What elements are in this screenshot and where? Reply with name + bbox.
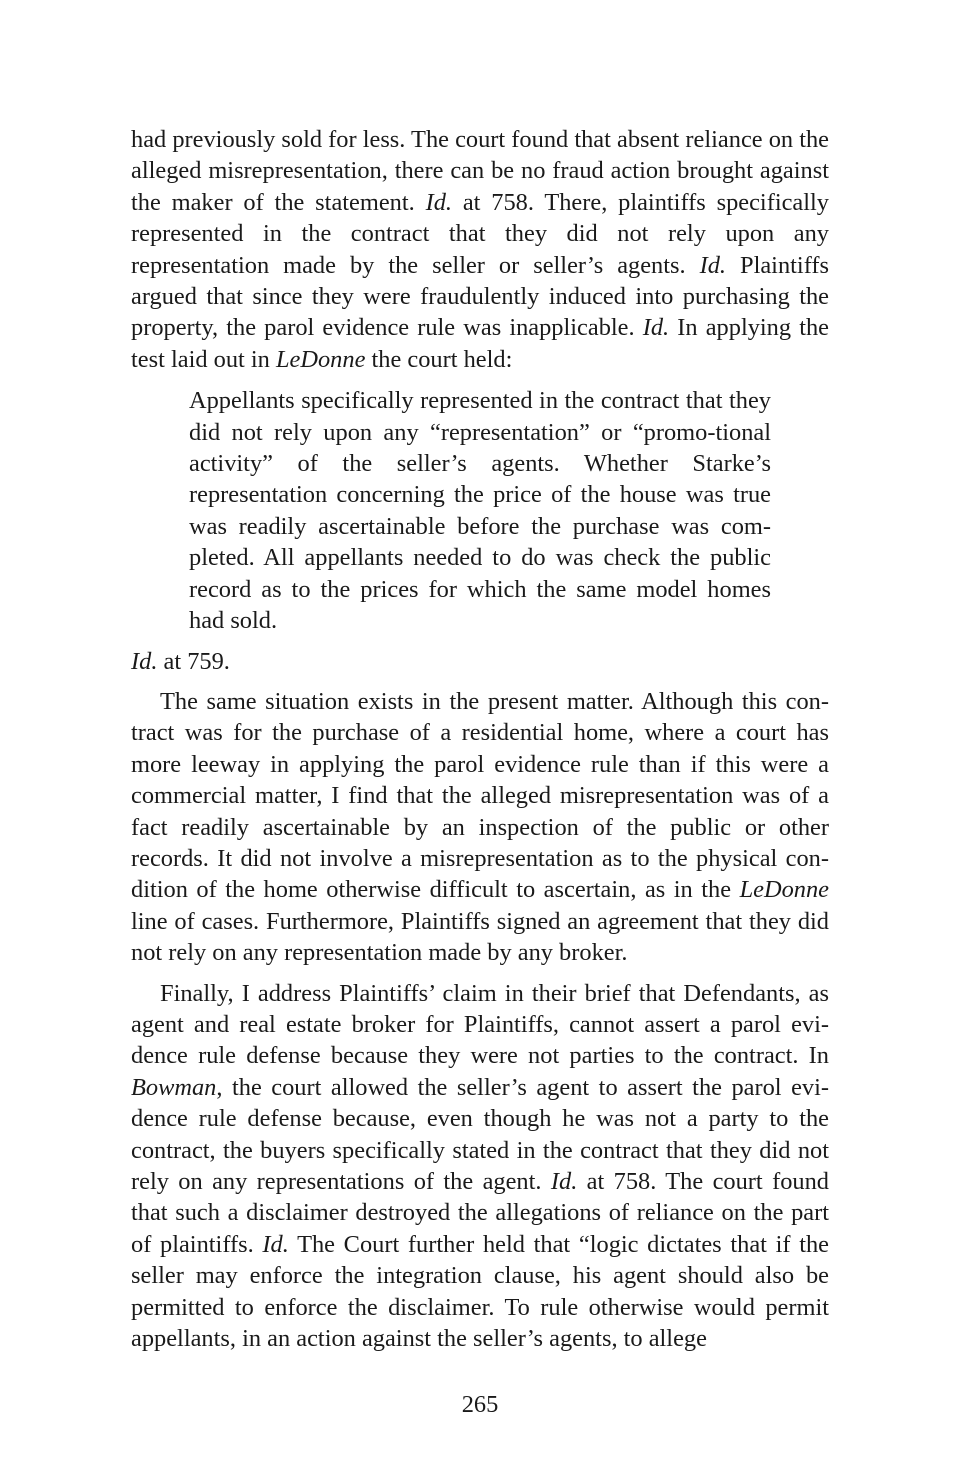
block-quote: Appellants specifically represented in the contract that they did not rely upon any “representation” or “promo-tional activity” of the seller’s agents. Whether Starke’s representation concerning the price of the house was true was readily ascertainable before the purchase was com-pleted. All appellants needed to do was check the public record as to the prices for which the same model homes had sold. — [189, 387, 771, 635]
case-name-bowman: Bowman — [131, 1073, 217, 1101]
quote-citation: Id. at 759. — [131, 647, 230, 675]
case-citation-id: Id. — [642, 314, 670, 342]
paragraph-3: Finally, I address Plaintiffs’ claim in their brief that Defendants, as agent and real estate broker for Plaintiffs, cannot assert a parol evi-dence rule defense because they were not parties to the contract. In Bowman, the court allowed the seller’s agent to assert the parol evi-dence rule defense because, even though he was not a party to the contract, the buyers specifically stated in the contract that they did not rely on any representations of the agent. Id. at 758. The court found that such a disclaimer destroyed the allegations of reliance on the part of plaintiffs. Id. The Court further held that “logic dictates that if the seller may enforce the integration clause, his agent should also be permitted to enforce the disclaimer. To rule otherwise would permit appellants, in an action against the seller’s agents, to allege — [131, 979, 829, 1353]
case-citation-id: Id. — [425, 188, 452, 216]
document-page — [131, 124, 829, 1354]
paragraph-1: had previously sold for less. The court found that absent reliance on the alleged misrepresentation, there can be no fraud action brought against the maker of the statement. Id. at 758. There, plaintiffs specifically represented in the contract that they did not rely upon any representation made by the seller or seller’s agents. Id. Plaintiffs argued that since they were fraudulently induced into purchasing the property, the parol evidence rule was inapplicable. Id. In applying the test laid out in LeDonne the court held: — [131, 126, 829, 373]
case-name-ledonne: LeDonne — [739, 876, 829, 904]
case-citation-id: Id. — [262, 1230, 289, 1258]
case-name-ledonne: LeDonne — [275, 345, 366, 373]
paragraph-2: The same situation exists in the present matter. Although this con-tract was for the purchase of a residential home, where a court has more leeway in applying the parol evidence rule than if this were a commercial matter, I find that the alleged misrepresentation was of a fact readily ascertainable by an inspection of the public or other records. It did not involve a misrepresentation as to the physical con-dition of the home otherwise difficult to ascertain, as in the LeDonne line of cases. Furthermore, Plaintiffs signed an agreement that they did not rely on any representation made by any broker. — [131, 687, 829, 967]
page-number: 265 — [461, 1391, 499, 1418]
case-citation-id: Id. — [550, 1168, 578, 1195]
case-citation-id: Id. — [699, 251, 727, 279]
